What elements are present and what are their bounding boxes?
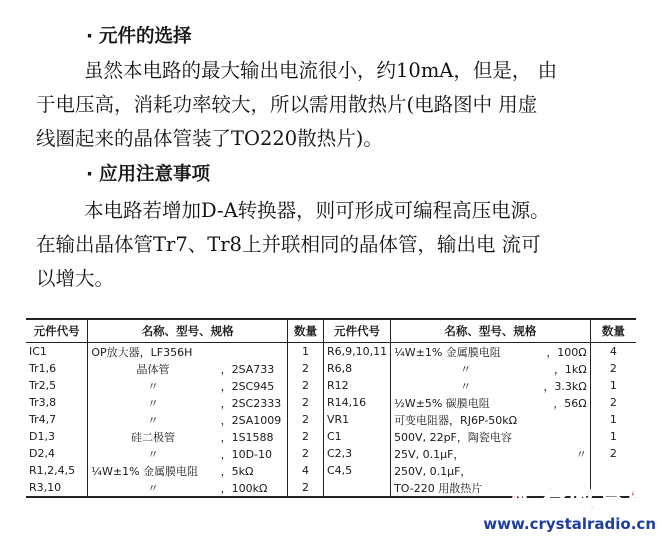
part-spec: ，56Ω: [553, 396, 587, 410]
part-description: 〃: [88, 479, 218, 497]
part-description: 〃: [147, 379, 159, 393]
part-code: R6,9,10,11: [323, 343, 390, 361]
part-code: D2,4: [26, 445, 88, 462]
part-description: TO-220 用散热片: [391, 479, 541, 497]
part-quantity: 2: [288, 428, 324, 445]
table-row: [26, 377, 636, 394]
part-code: Tr3,8: [26, 394, 88, 411]
part-code: R3,10: [26, 479, 88, 497]
part-spec: ，1kΩ: [553, 362, 587, 376]
part-code: R6,8: [323, 360, 390, 377]
part-description: 25V, 0.1μF，: [394, 447, 465, 461]
part-code: Tr4,7: [26, 411, 88, 428]
part-code: C1: [323, 428, 390, 445]
watermark-site-name: 矿石收音机: [511, 483, 656, 514]
part-quantity: 2: [288, 377, 324, 394]
part-description: OP放大器，LF356H: [91, 345, 193, 359]
part-quantity: 1: [590, 428, 636, 445]
table-header-row: [26, 319, 636, 343]
part-description: 可变电阻器，RJ6P-50kΩ: [394, 413, 518, 427]
part-spec: ，2SC945: [220, 379, 275, 393]
part-description: 〃: [460, 362, 472, 376]
paragraph-line: 虽然本电路的最大输出电流很小，约10mA，但是， 由: [84, 59, 558, 82]
part-description: 晶体管: [136, 362, 170, 376]
part-description: 硅二极管: [130, 430, 175, 444]
part-code: Tr1,6: [26, 360, 88, 377]
bullet: ·: [86, 164, 94, 185]
paragraph-line: 在输出晶体管Tr7、Tr8上并联相同的晶体管，输出电 流可: [36, 233, 541, 256]
column-header: 元件代号: [323, 319, 390, 343]
column-header: 名称、型号、规格: [391, 319, 591, 343]
column-header: 数量: [590, 319, 636, 343]
part-spec: ，1S1588: [220, 430, 274, 444]
table-row: [26, 411, 636, 428]
part-code: [323, 479, 390, 497]
part-code: R12: [323, 377, 390, 394]
part-description: ¼W±1% 金属膜电阻: [394, 345, 501, 359]
part-quantity: 4: [590, 343, 636, 361]
part-quantity: 2: [590, 445, 636, 462]
part-spec: ，2SC2333: [220, 396, 282, 410]
heading-text: 应用注意事项: [99, 164, 211, 185]
part-code: C4,5: [323, 462, 390, 479]
column-header: 名称、型号、规格: [88, 319, 288, 343]
part-code: C2,3: [323, 445, 390, 462]
table-row: [26, 445, 636, 462]
part-spec: ，100Ω: [546, 345, 587, 359]
column-header: 元件代号: [26, 319, 88, 343]
watermark-url: www.crystalradio.cn: [483, 515, 656, 533]
paragraph-line: 于电压高，消耗功率较大，所以需用散热片(电路图中 用虚: [36, 93, 538, 116]
part-spec: [218, 343, 288, 361]
part-spec: ，10D-10: [220, 447, 273, 461]
part-quantity: 1: [590, 377, 636, 394]
part-quantity: 1: [590, 411, 636, 428]
part-spec: ，2SA1009: [220, 413, 282, 427]
part-spec: ，2SA733: [220, 362, 275, 376]
part-code: Tr2,5: [26, 377, 88, 394]
part-code: IC1: [26, 343, 88, 361]
part-description: 〃: [147, 447, 159, 461]
part-description: 〃: [147, 413, 159, 427]
paragraph-line: 本电路若增加D-A转换器，则可形成可编程高压电源。: [84, 199, 550, 222]
column-header: 数量: [288, 319, 324, 343]
site-watermark: [483, 476, 656, 533]
part-code: R14,16: [323, 394, 390, 411]
part-code: VR1: [323, 411, 390, 428]
part-spec: ，100kΩ: [218, 479, 288, 497]
part-description: ¼W±1% 金属膜电阻: [91, 464, 199, 478]
part-spec: 〃: [575, 447, 587, 461]
part-description: 500V, 22pF，陶瓷电容: [394, 430, 512, 444]
part-description: ½W±5% 碳膜电阻: [394, 396, 490, 410]
part-code: R1,2,4,5: [26, 462, 88, 479]
heading-text: 元件的选择: [99, 26, 192, 47]
part-quantity: 2: [590, 394, 636, 411]
heading-component-selection: [86, 24, 192, 50]
part-quantity: 2: [288, 394, 324, 411]
heading-application-notes: [86, 162, 210, 188]
part-quantity: 2: [288, 411, 324, 428]
part-description: 〃: [147, 396, 159, 410]
part-description: 〃: [460, 379, 472, 393]
table-row: [26, 343, 636, 361]
part-quantity: 4: [288, 462, 324, 479]
parts-list-table: [26, 318, 636, 498]
part-quantity: 2: [288, 360, 324, 377]
part-quantity: 2: [288, 445, 324, 462]
table-row: [26, 360, 636, 377]
table-row: [26, 428, 636, 445]
part-quantity: 2: [288, 479, 324, 497]
part-spec: [540, 411, 590, 428]
part-quantity: 1: [288, 343, 324, 361]
part-spec: ，5kΩ: [220, 464, 254, 478]
bullet: ·: [86, 26, 94, 47]
part-spec: [540, 428, 590, 445]
part-quantity: 2: [590, 360, 636, 377]
table-row: [26, 394, 636, 411]
paragraph-line: 线圈起来的晶体管装了TO220散热片)。: [36, 127, 383, 150]
part-description: 250V, 0.1μF，: [394, 464, 472, 478]
paragraph-line: 以增大。: [36, 267, 115, 290]
part-spec: ，3.3kΩ: [543, 379, 587, 393]
part-code: D1,3: [26, 428, 88, 445]
